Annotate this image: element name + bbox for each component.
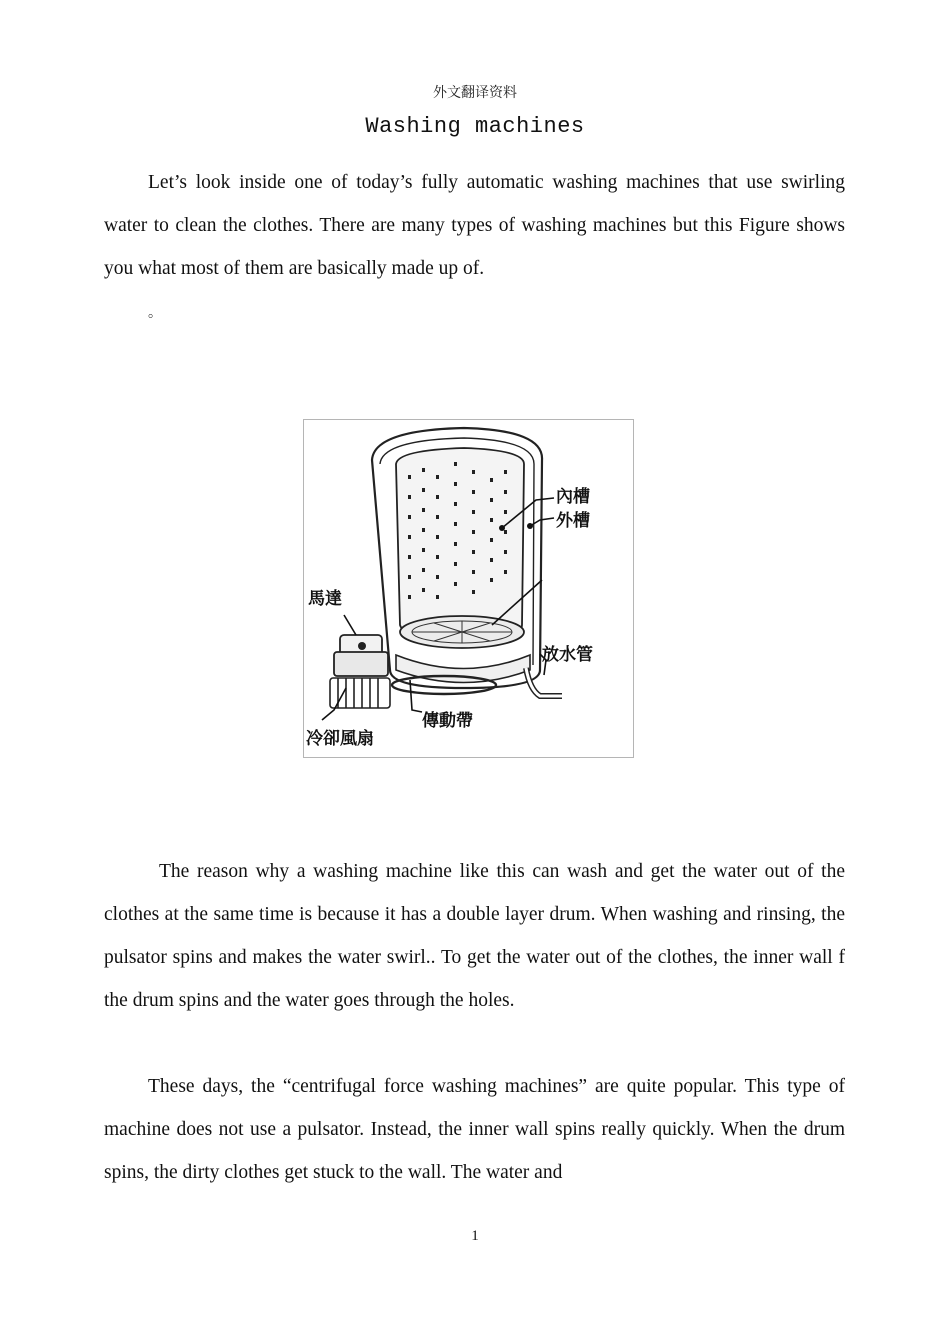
paragraph-double-drum: The reason why a washing machine like this can wash and get the water out of the clothes at the same time is because it has a double layer drum. When washing and rinsing, the pulsator spins and makes the water swirl.. To get the water out of the clothes, the inner wall f the drum spins and the water goes through the holes. bbox=[104, 861, 845, 1011]
label-outer-tub: 外槽 bbox=[556, 511, 590, 531]
label-cooling-fan: 冷卻風扇 bbox=[306, 729, 374, 749]
label-drive-belt: 傳動帶 bbox=[422, 711, 473, 731]
paragraph-intro: Let’s look inside one of today’s fully automatic washing machines that use swirling water to clean the clothes. There are many types of washing machines but this Figure shows you what most of them are basically made up of. bbox=[104, 172, 845, 279]
label-motor: 馬達 bbox=[308, 589, 342, 609]
cooling-fan-shape bbox=[330, 678, 390, 708]
label-drain-pipe: 放水管 bbox=[542, 645, 593, 665]
header-note: 外文翻译资料 bbox=[433, 85, 517, 101]
document-title: Washing machines bbox=[365, 114, 585, 139]
page-number: 1 bbox=[471, 1228, 479, 1244]
washing-machine-diagram bbox=[304, 420, 633, 757]
inner-tub-shape bbox=[396, 448, 524, 640]
washing-machine-figure bbox=[303, 419, 634, 758]
paragraph-centrifugal: These days, the “centrifugal force washing machines” are quite popular. This type of machine does not use a pulsator. Instead, the inner wall spins really quickly. When the drum spins, the dirty clothes get stuck to the wall. The water and bbox=[104, 1076, 845, 1183]
stray-mark: 。 bbox=[148, 305, 162, 321]
label-inner-tub: 內槽 bbox=[556, 487, 590, 507]
